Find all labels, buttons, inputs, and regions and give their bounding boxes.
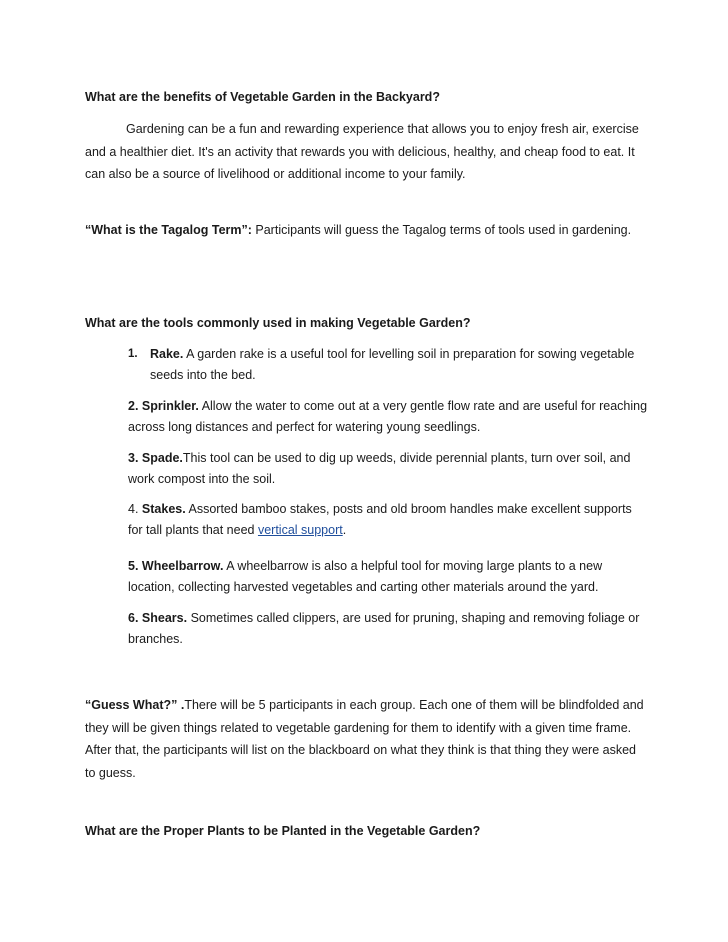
tool-name: Shears. (141, 611, 188, 625)
tool-item-wheelbarrow (128, 556, 648, 598)
benefits-text: Gardening can be a fun and rewarding experience that allows you to enjoy fresh air, exercise and a healthier diet. It's an activity that rewards you with delicious, healthy, and cheap food to eat. It can also be a source of livelihood or additional income to your family. (85, 122, 639, 181)
tools-heading: What are the tools commonly used in making Vegetable Garden? (85, 316, 471, 330)
tool-number: 4. (128, 502, 139, 516)
tool-description: Assorted bamboo stakes, posts and old broom handles make excellent supports for tall plants that need (128, 502, 632, 537)
tool-item-spade (128, 448, 648, 490)
tool-number: 2. (128, 399, 139, 413)
plants-heading: What are the Proper Plants to be Planted in the Vegetable Garden? (85, 824, 481, 838)
benefits-heading: What are the benefits of Vegetable Garden in the Backyard? (85, 90, 440, 104)
guess-title: “Guess What?” . (85, 698, 185, 712)
tool-description: Sometimes called clippers, are used for pruning, shaping and removing foliage or branches. (128, 611, 640, 646)
tool-item-rake (128, 344, 648, 386)
benefits-paragraph (85, 118, 645, 186)
tool-name: Wheelbarrow. (141, 559, 224, 573)
tool-item-sprinkler (128, 396, 648, 438)
tagalog-activity (85, 220, 645, 241)
tool-name: Spade. (141, 451, 183, 465)
tool-item-shears (128, 608, 648, 650)
tool-name: Rake. (150, 347, 184, 361)
tool-description-end: . (342, 523, 347, 537)
tool-number: 5. (128, 559, 139, 573)
tool-description: A garden rake is a useful tool for levelling soil in preparation for sowing vegetable seeds into the bed. (150, 347, 635, 382)
tool-name: Sprinkler. (141, 399, 199, 413)
tool-description: Allow the water to come out at a very gentle flow rate and are useful for reaching across long distances and perfect for watering young seedlings. (128, 399, 648, 434)
tool-name: Stakes. (141, 502, 186, 516)
tool-item-stakes (128, 499, 648, 541)
tagalog-text: Participants will guess the Tagalog terms of tools used in gardening. (251, 223, 632, 237)
tool-description: This tool can be used to dig up weeds, divide perennial plants, turn over soil, and work compost into the soil. (128, 451, 631, 486)
tool-number: 3. (128, 451, 139, 465)
vertical-support-link[interactable]: vertical support (257, 523, 343, 537)
guess-activity (85, 694, 645, 785)
tool-number: 6. (128, 611, 139, 625)
tagalog-title: “What is the Tagalog Term”: (85, 223, 252, 237)
tool-number: 1. (128, 348, 138, 360)
tool-description: A wheelbarrow is also a helpful tool for moving large plants to a new location, collecting harvested vegetables and carting other materials around the yard. (128, 559, 603, 594)
guess-text: There will be 5 participants in each group. Each one of them will be blindfolded and they will be given things related to vegetable gardening for them to identify with a given time frame. After that, the participants will list on the blackboard on what they think is that thing they were asked to guess. (85, 698, 644, 781)
